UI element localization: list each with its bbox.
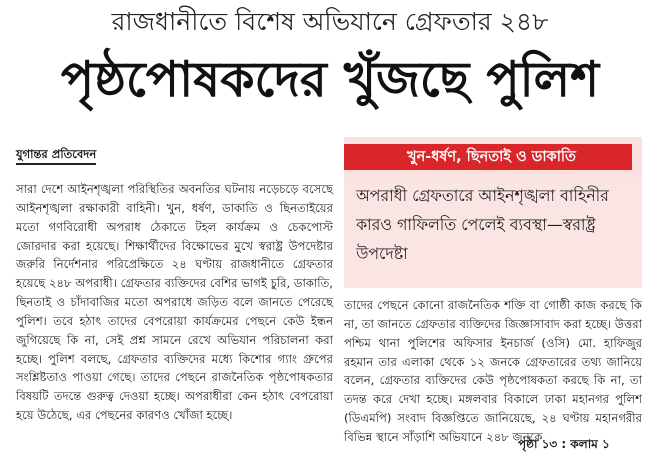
- byline: যুগান্তর প্রতিবেদন: [16, 146, 96, 165]
- body-text-left: সারা দেশে আইনশৃঙ্খলা পরিস্থিতির অবনতির ঘটনায় নড়েচড়ে বসেছে আইনশৃঙ্খলা রক্ষাকারী বাহিনী। খুন, ধর্ষণ, ডাকাতি ও ছিনতাইয়ের মতো গণবিরোধী অপরাধ ঠেকাতে টহল কার্যক্রম ও চেকপোস্ট জোরদার করা হয়েছে। শিক্ষার্থীদের বিক্ষোভের মুখে স্বরাষ্ট্র উপদেষ্টার জরুরি নির্দেশনার পরিপ্রেক্ষিতে ২৪ ঘণ্টায় রাজধানীতে গ্রেফতার হয়েছে ২৪৮ অপরাধী। গ্রেফতার ব্যক্তিদের বেশির ভাগই চুরি, ডাকাতি, ছিনতাই ও চাঁদাবাজির মতো অপরাধে জড়িত বলে জানতে পেরেছে পুলিশ। তবে হঠাৎ তাদের বেপরোয়া কার্যক্রমের পেছনে কেউ ইন্ধন জুগিয়েছে কি না, সেই প্রশ্ন সামনে রেখে অভিযান পরিচালনা করা হচ্ছে। পুলিশ বলছে, গ্রেফতার ব্যক্তিদের মধ্যে কিশোর গ্যাং গ্রুপের সংশ্লিষ্টতাও পাওয়া গেছে। তাদের পেছনে রাজনৈতিক পৃষ্ঠপোষকতার বিষয়টি তদন্তে গুরুত্ব দেওয়া হচ্ছে। অপরাধীরা কেন হঠাৎ বেপরোয়া হয়ে উঠেছে, এর পেছনের কারণও খোঁজা হচ্ছে।: [16, 182, 333, 423]
- continued-page-ref: পৃষ্ঠা ১৩ : কলাম ১: [518, 437, 610, 451]
- section-box: [344, 137, 642, 288]
- subhead: অপরাধী গ্রেফতারে আইনশৃঙ্খলা বাহিনীর কারও গাফিলতি পেলেই ব্যবস্থা—স্বরাষ্ট্র উপদেষ্টা: [356, 186, 609, 263]
- main-headline: পৃষ্ঠপোষকদের খুঁজছে পুলিশ: [60, 51, 600, 108]
- section-band-label: খুন-ধর্ষণ, ছিনতাই ও ডাকাতি: [351, 144, 632, 170]
- section-band: [344, 137, 642, 177]
- band-accent: [344, 144, 351, 170]
- body-column-left: [16, 180, 333, 425]
- body-text-right: তাদের পেছনে কোনো রাজনৈতিক শক্তি বা গোষ্ঠী কাজ করছে কি না, তা জানতে গ্রেফতার ব্যক্তিদের জিজ্ঞাসাবাদ করা হচ্ছে। উত্তরা পশ্চিম থানা পুলিশের অফিসার ইনচার্জ (ওসি) মো. হাফিজুর রহমান তার এলাকা থেকে ১২ জনকে গ্রেফতারের তথ্য জানিয়ে বলেন, গ্রেফতার ব্যক্তিদের কেউ পৃষ্ঠপোষকতা করছে কি না, তা তদন্ত করে দেখা হচ্ছে। মঙ্গলবার বিকালে ঢাকা মহানগর পুলিশ (ডিএমপি) সংবাদ বিজ্ঞপ্তিতে জানিয়েছে, ২৪ ঘণ্টায় মহানগরীর বিভিন্ন স্থানে সাঁড়াশি অভিযানে ২৪৮ জনকে: [344, 298, 642, 444]
- kicker-headline: রাজধানীতে বিশেষ অভিযানে গ্রেফতার ২৪৮: [111, 7, 549, 36]
- body-column-right: [344, 296, 642, 447]
